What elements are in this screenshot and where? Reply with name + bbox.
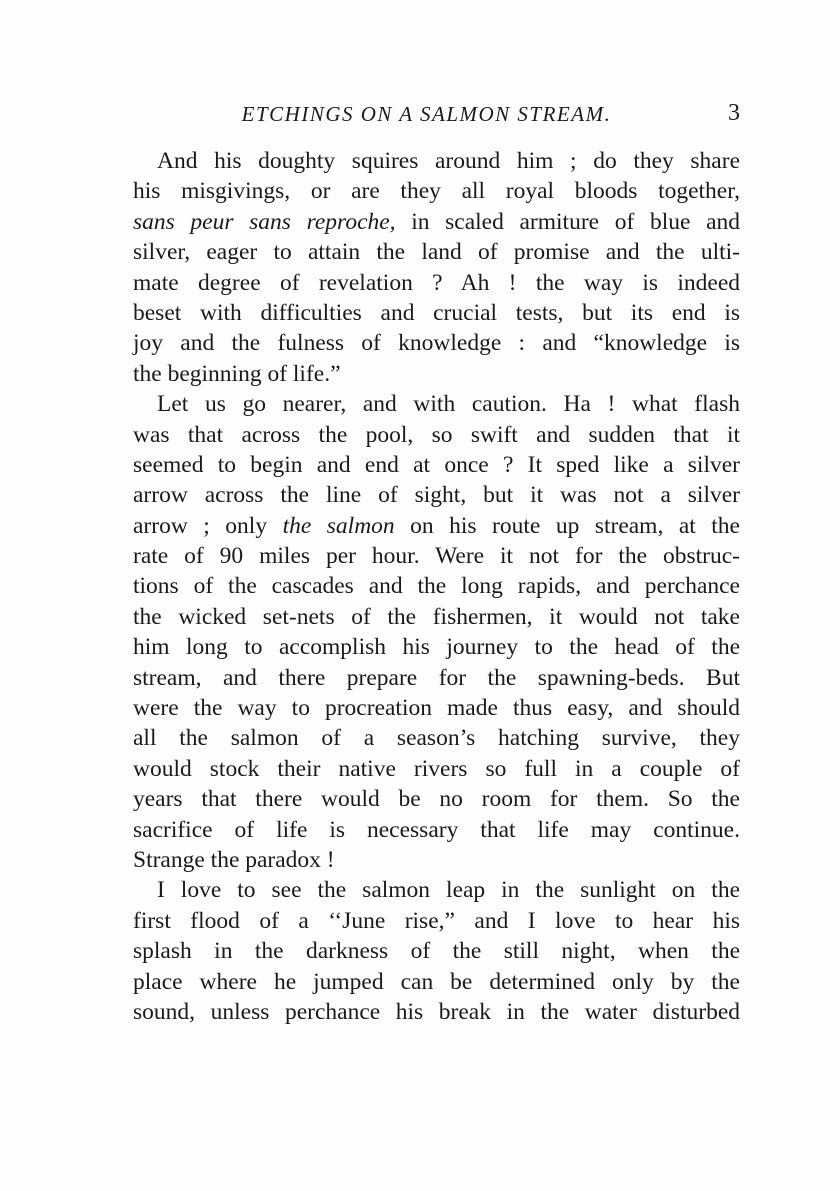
text-line: was that across the pool, so swift and sudden that it <box>133 421 740 448</box>
body-text <box>133 146 740 1027</box>
italic-text-segment: the salmon <box>282 512 395 539</box>
text-line: seemed to begin and end at once ? It sped like a silver <box>133 451 740 478</box>
text-line: mate degree of revelation ? Ah ! the way is indeed <box>133 269 740 296</box>
running-title: ETCHINGS ON A SALMON STREAM. <box>241 102 612 126</box>
text-line <box>133 511 740 541</box>
text-line: stream, and there prepare for the spawning-beds. But <box>133 664 740 691</box>
text-line: him long to accomplish his journey to the head of the <box>133 634 740 661</box>
text-line: rate of 90 miles per hour. Were it not for the obstruc- <box>133 543 740 570</box>
text-line: the beginning of life.” <box>133 360 341 387</box>
text-line: splash in the darkness of the still night, when the <box>133 938 740 965</box>
text-line: place where he jumped can be determined only by the <box>133 968 740 995</box>
text-line: silver, eager to attain the land of promise and the ulti- <box>133 239 740 266</box>
text-line: arrow across the line of sight, but it was not a silver <box>133 482 740 509</box>
italic-text-segment: sans peur sans reproche, <box>133 208 396 235</box>
text-segment: arrow ; only <box>133 512 283 539</box>
text-line: And his doughty squires around him ; do they share <box>157 148 740 174</box>
text-line: years that there would be no room for them. So the <box>133 786 740 813</box>
text-line: sound, unless perchance his break in the water disturbed <box>133 998 740 1025</box>
text-line <box>133 207 740 237</box>
text-line: Let us go nearer, and with caution. Ha ! what flash <box>157 391 740 418</box>
text-line: were the way to procreation made thus easy, and should <box>133 695 740 722</box>
text-line: tions of the cascades and the long rapids, and perchance <box>133 573 740 600</box>
text-line: would stock their native rivers so full in a couple of <box>133 755 740 782</box>
text-line: I love to see the salmon leap in the sunlight on the <box>157 877 740 904</box>
text-line: sacrifice of life is necessary that life may continue. <box>133 816 740 843</box>
text-segment: on his route up stream, at the <box>394 512 740 539</box>
text-line: beset with difficulties and crucial tests, but its end is <box>133 299 740 326</box>
text-line: his misgivings, or are they all royal bloods together, <box>133 178 740 205</box>
text-line: all the salmon of a season’s hatching survive, they <box>133 725 740 752</box>
text-segment: in scaled armiture of blue and <box>395 208 740 235</box>
text-line: first flood of a ‘‘June rise,” and I love to hear his <box>133 907 740 934</box>
text-line: the wicked set-nets of the fishermen, it would not take <box>133 603 740 630</box>
text-line: Strange the paradox ! <box>133 846 335 873</box>
text-line: joy and the fulness of knowledge : and “knowledge is <box>133 330 740 357</box>
running-head <box>133 98 740 130</box>
page-number: 3 <box>728 100 740 126</box>
